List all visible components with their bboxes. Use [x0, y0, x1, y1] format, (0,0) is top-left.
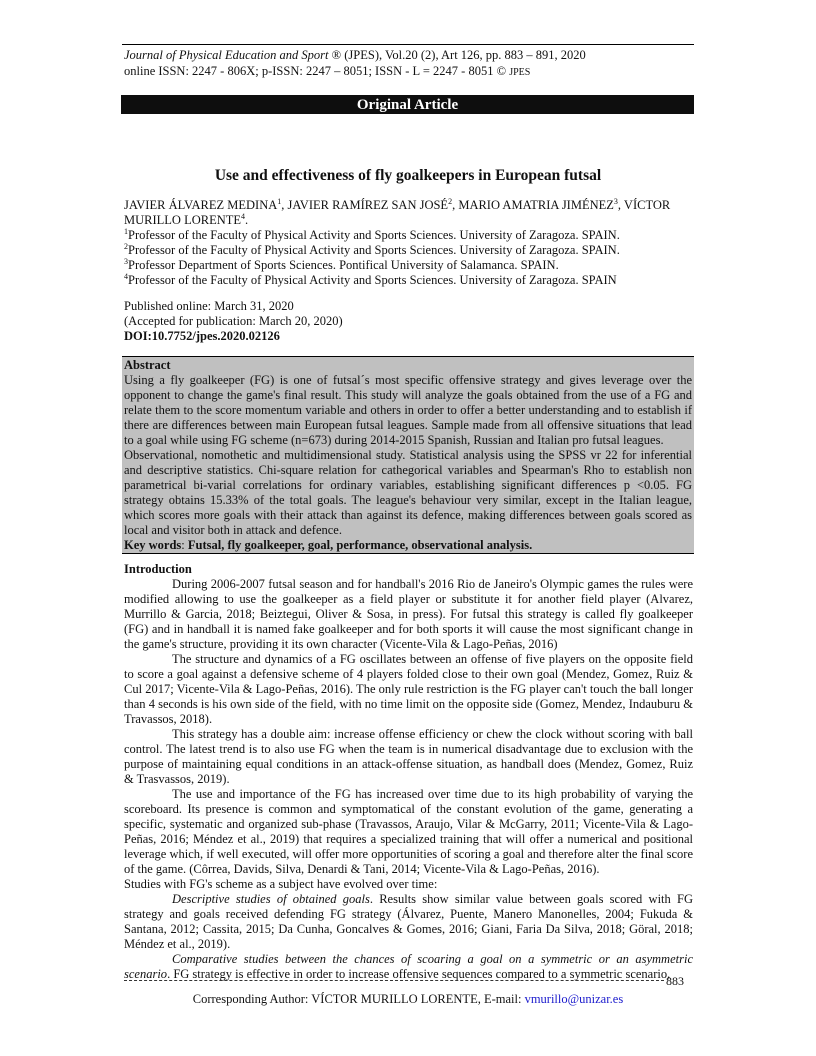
journal-name: Journal of Physical Education and Sport: [124, 48, 329, 62]
author: MARIO AMATRIA JIMÉNEZ: [458, 198, 614, 212]
author: JAVIER ÁLVAREZ MEDINA: [124, 198, 278, 212]
body-paragraph: During 2006-2007 futsal season and for handball's 2016 Rio de Janeiro's Olympic games the rules were modified allowing to use the goalkeeper as a field player or substitute it for another field player (Alvarez, Murrillo & Garcia, 2018; Beiztegui, Oliver & Sosa, in press). For futsal this strategy is called fly goalkeeper (FG) and in handball it is named fake goalkeeper and for both sports it will cause the most significant change in the game's structure, providing it its own character (Vicente-Vila & Lago-Peñas, 2016): [124, 577, 693, 651]
body-paragraph: [124, 952, 693, 982]
body-paragraph: [124, 892, 693, 952]
author-sup: 2: [448, 196, 453, 206]
author: JAVIER RAMÍREZ SAN JOSÉ: [287, 198, 449, 212]
author-sup: 3: [613, 196, 618, 206]
author-list: [124, 198, 694, 228]
author-sup: 1: [277, 196, 282, 206]
paragraph-text: . Results show similar value between goals scored with FG strategy and goals received defending FG strategy (Álvarez, Puente, Manero Manonelles, 2004; Fukuda & Santana, 2012; Cassita, 2015; Da Cunha, Goncalves & Gomes, 2016; Giani, Faria Da Silva, 2018; Göral, 2018; Méndez et al., 2019).: [124, 892, 693, 951]
article-title: Use and effectiveness of fly goalkeepers in European futsal: [214, 167, 602, 184]
abstract-box: [122, 356, 694, 554]
issn-line: [124, 63, 530, 81]
accepted-date: (Accepted for publication: March 20, 2020): [124, 314, 343, 328]
introduction-section: [124, 562, 693, 982]
affiliation-text: Professor Department of Sports Sciences. Pontifical University of Salamanca. SPAIN.: [128, 258, 559, 272]
affiliation: [124, 228, 694, 243]
email-link[interactable]: vmurillo@unizar.es: [524, 992, 624, 1006]
keywords-text: Futsal, fly goalkeeper, goal, performance, observational analysis.: [187, 538, 533, 552]
paragraph-text: . FG strategy is effective in order to increase offensive sequences compared to a symmetric scenario,: [167, 967, 671, 981]
affiliation-text: Professor of the Faculty of Physical Activity and Sports Sciences. University of Zaragoza. SPAIN.: [128, 243, 620, 257]
published-date: Published online: March 31, 2020: [124, 299, 294, 313]
abstract-paragraph: Observational, nomothetic and multidimensional study. Statistical analysis using the SPSS vr 22 for inferential and descriptive statistics. Chi-square relation for cathegorical variables and Spearman's Rho to establish non parametrical bi-varial correlations for ordinary variables, establishing significant differences p <0.05. FG strategy obtains 15.33% of the total goals. The league's behaviour very similar, except in the Italian league, which scores more goals with their attack than against its defence, making differences between goals scored as local and visitor both in attack and defence.: [124, 448, 692, 537]
affiliation: [124, 258, 694, 273]
author-separator: ,: [281, 198, 288, 212]
header-rule: [122, 44, 694, 45]
affiliation: [124, 243, 694, 258]
affiliation-sup: 1: [124, 226, 128, 236]
issn-text: online ISSN: 2247 - 806X; p-ISSN: 2247 – 8051; ISSN - L = 2247 - 8051 ©: [124, 64, 507, 78]
author-separator: ,: [452, 198, 459, 212]
article-type-banner: Original Article: [121, 95, 694, 114]
keywords: Key words: Futsal, fly goalkeeper, goal, performance, observational analysis.: [124, 538, 533, 552]
page-number: 883: [666, 974, 684, 988]
journal-citation: [124, 47, 586, 63]
affiliation-list: [124, 228, 694, 288]
introduction-heading: Introduction: [124, 562, 192, 576]
author-separator: .: [245, 213, 249, 227]
issn-publisher: JPES: [509, 67, 531, 78]
journal-volume-info: ® (JPES), Vol.20 (2), Art 126, pp. 883 – 891, 2020: [328, 48, 586, 62]
author-separator: ,: [617, 198, 624, 212]
body-paragraph: The structure and dynamics of a FG oscillates between an offense of five players on the opposite field to score a goal against a defensive scheme of 4 players folded close to their own goal (Mendez, Gomez, Ruiz & Cul 2017; Vicente-Vila & Lago-Peñas, 2016). The only rule restriction is the FG player can't touch the ball longer than 4 seconds is his own side of the field, with no time limit on the opposite side (Gomez, Mendez, Indauburu & Travassos, 2018).: [124, 652, 693, 726]
author: VÍCTOR MURILLO LORENTE: [124, 198, 671, 227]
affiliation-text: Professor of the Faculty of Physical Activity and Sports Sciences. University of Zaragoza. SPAIN: [128, 273, 617, 287]
affiliation-text: Professor of the Faculty of Physical Activity and Sports Sciences. University of Zaragoza. SPAIN.: [128, 228, 620, 242]
doi[interactable]: DOI:10.7752/jpes.2020.02126: [124, 329, 280, 343]
author-sup: 4: [241, 211, 245, 221]
body-paragraph: This strategy has a double aim: increase offense efficiency or chew the clock without scoring with ball control. The latest trend is to also use FG when the team is in numerical disadvantage due to exclusion with the purpose of maintaining equal conditions in an attack-offense situation, as handball does (Mendez, Gomez, Ruiz & Trasvassos, 2019).: [124, 727, 693, 786]
affiliation-sup: 4: [124, 271, 128, 281]
subsection-label: Comparative studies between the chances of scoaring a goal on a symmetric or an asymmetric scenario: [124, 952, 693, 981]
affiliation: [124, 273, 694, 288]
keywords-label: Key words: [124, 538, 182, 552]
affiliation-sup: 3: [124, 256, 128, 266]
corresponding-author-text: Corresponding Author: VÍCTOR MURILLO LORENTE, E-mail:: [192, 992, 525, 1006]
corresponding-author: [122, 992, 694, 1007]
abstract-heading: Abstract: [124, 358, 171, 372]
body-paragraph: Studies with FG's scheme as a subject have evolved over time:: [124, 877, 438, 891]
body-paragraph: The use and importance of the FG has increased over time due to its high probability of varying the scoreboard. Its presence is common and symptomatical of the constant evolution of the game, generating a specific, systematic and organized sub-phase (Travassos, Araujo, Vilar & McGarry, 2011; Vicente-Vila & Lago-Peñas, 2016; Méndez et al., 2019) that requires a specialized training that will offer a numerical and positional leverage which, if well executed, will offer more opportunities of scoring a goal and therefore alter the final score of the game. (Côrrea, Davids, Silva, Denardi & Tani, 2014; Vicente-Vila & Lago-Peñas, 2016).: [124, 787, 693, 876]
footer-dashed-rule: [124, 980, 664, 981]
publication-info: [124, 299, 343, 344]
abstract-paragraph: Using a fly goalkeeper (FG) is one of futsal´s most specific offensive strategy and gives leverage over the opponent to change the game's final result. This study will analyze the goals obtained from the use of a FG and relate them to the score momentum variable and others in order to offer a better understanding and to establish if there are differences between main European futsal leagues. Sample made from all offensive situations that lead to a goal while using FG scheme (n=673) during 2014-2015 Spanish, Russian and Italian pro futsal leagues.: [124, 373, 692, 447]
affiliation-sup: 2: [124, 241, 128, 251]
subsection-label: Descriptive studies of obtained goals: [172, 892, 370, 906]
